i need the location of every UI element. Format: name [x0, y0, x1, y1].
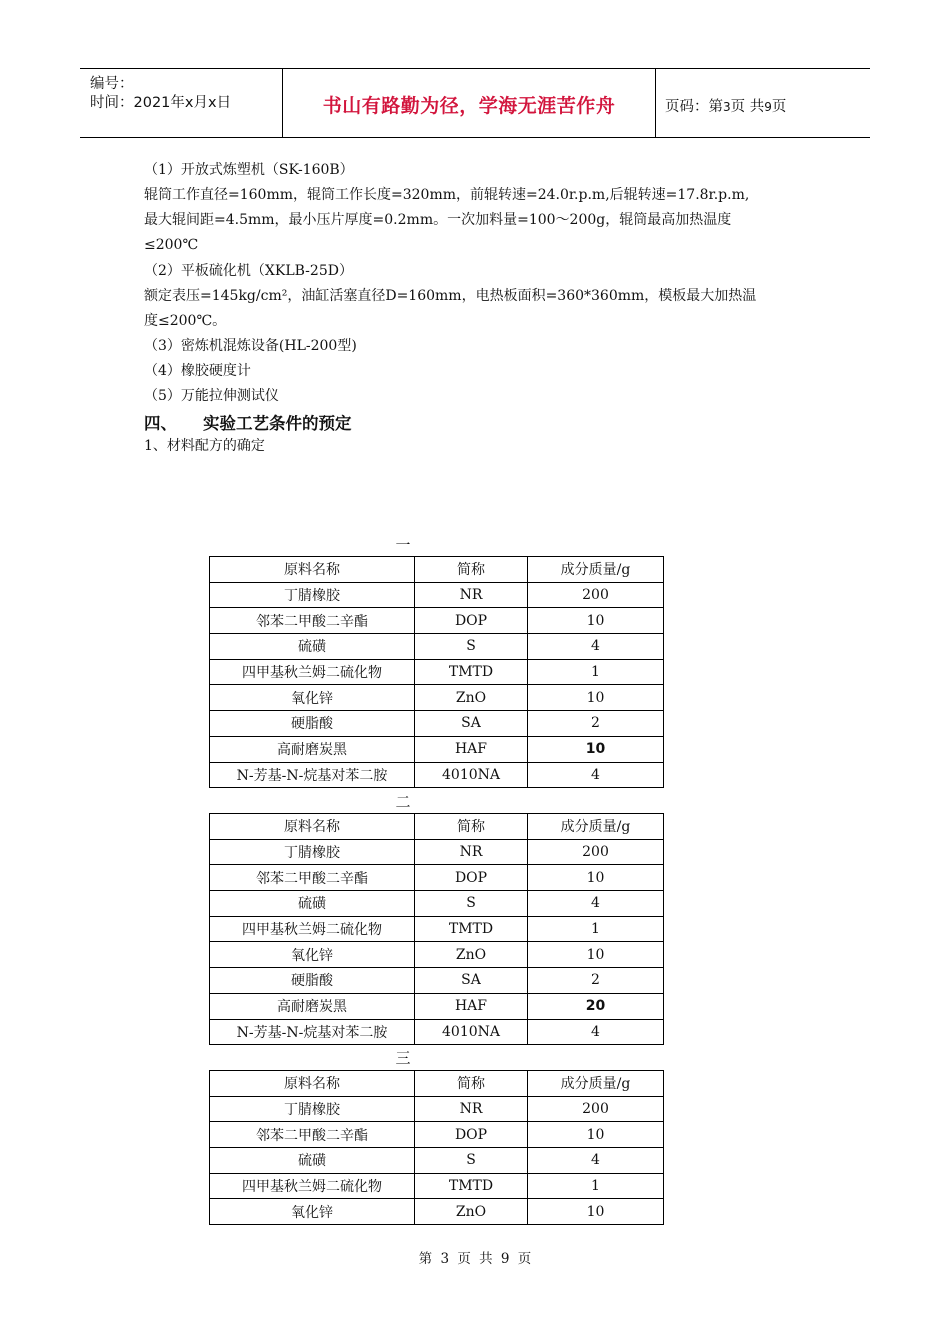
- material-mass: 10: [528, 608, 664, 634]
- material-mass: 4: [528, 891, 664, 917]
- material-mass: 10: [528, 736, 664, 762]
- equipment-spec-line: 度≤200℃。: [144, 313, 227, 329]
- header-meta: [80, 69, 282, 137]
- material-abbr: S: [415, 891, 528, 917]
- material-mass: 10: [528, 865, 664, 891]
- table-label: 二: [395, 793, 411, 811]
- table-row: [210, 942, 664, 968]
- header-motto-cell: [282, 69, 656, 137]
- material-name: 硫磺: [210, 891, 415, 917]
- section-number: 四、: [144, 414, 177, 433]
- material-abbr: HAF: [415, 736, 528, 762]
- section-title: 实验工艺条件的预定: [203, 414, 352, 433]
- equipment-spec-line: 辊筒工作直径=160mm，辊筒工作长度=320mm，前辊转速=24.0r.p.m,后辊转速=17.8r.p.m,: [144, 187, 750, 203]
- table-row: [210, 968, 664, 994]
- material-name: 高耐磨炭黑: [210, 993, 415, 1019]
- formula-table-2: [209, 813, 664, 1045]
- material-mass: 4: [528, 1019, 664, 1045]
- page-current: 3: [723, 100, 731, 114]
- material-abbr: SA: [415, 968, 528, 994]
- material-abbr: ZnO: [415, 942, 528, 968]
- material-abbr: S: [415, 634, 528, 660]
- formula-table-1: [209, 556, 664, 788]
- column-header-abbr: 简称: [415, 814, 528, 840]
- material-mass: 2: [528, 711, 664, 737]
- subsection-heading: 1、材料配方的确定: [144, 438, 265, 454]
- page-footer: 第 3 页 共 9 页: [418, 1251, 532, 1267]
- material-abbr: NR: [415, 1096, 528, 1122]
- material-abbr: NR: [415, 582, 528, 608]
- material-abbr: ZnO: [415, 685, 528, 711]
- column-header-mass: 成分质量/g: [528, 814, 664, 840]
- material-mass: 200: [528, 582, 664, 608]
- material-abbr: TMTD: [415, 659, 528, 685]
- material-name: 氧化锌: [210, 1199, 415, 1225]
- table-row: [210, 1122, 664, 1148]
- material-mass: 4: [528, 1148, 664, 1174]
- column-header-name: 原料名称: [210, 557, 415, 583]
- section-heading: [144, 410, 352, 434]
- header-page-indicator: [665, 95, 786, 116]
- material-name: 四甲基秋兰姆二硫化物: [210, 1173, 415, 1199]
- document-number-label: 编号：: [90, 76, 134, 92]
- page-prefix: 页码：第: [665, 99, 723, 115]
- table-row: [210, 916, 664, 942]
- page-header: [80, 68, 870, 138]
- material-mass: 1: [528, 916, 664, 942]
- material-name: 硬脂酸: [210, 968, 415, 994]
- table-row: [210, 1148, 664, 1174]
- material-mass: 20: [528, 993, 664, 1019]
- material-mass: 10: [528, 685, 664, 711]
- table-label: 三: [395, 1049, 411, 1067]
- material-mass: 200: [528, 839, 664, 865]
- material-name: 氧化锌: [210, 942, 415, 968]
- material-name: 四甲基秋兰姆二硫化物: [210, 659, 415, 685]
- material-name: 丁腈橡胶: [210, 839, 415, 865]
- page-mid: 页 共: [730, 99, 765, 115]
- material-mass: 4: [528, 634, 664, 660]
- material-mass: 1: [528, 1173, 664, 1199]
- document-time: 时间：2021年x月x日: [90, 95, 232, 111]
- table-row: [210, 762, 664, 788]
- equipment-item-5: （5）万能拉伸测试仪: [144, 388, 279, 404]
- equipment-item-1: （1）开放式炼塑机（SK-160B）: [144, 162, 354, 178]
- material-name: 硫磺: [210, 1148, 415, 1174]
- equipment-spec-line: ≤200℃: [144, 237, 199, 253]
- material-abbr: TMTD: [415, 1173, 528, 1199]
- table-row: [210, 993, 664, 1019]
- material-name: 硫磺: [210, 634, 415, 660]
- table-header-row: [210, 557, 664, 583]
- equipment-item-3: （3）密炼机混炼设备(HL-200型): [144, 338, 357, 354]
- material-abbr: DOP: [415, 608, 528, 634]
- equipment-item-4: （4）橡胶硬度计: [144, 363, 251, 379]
- table-row: [210, 685, 664, 711]
- material-name: 丁腈橡胶: [210, 582, 415, 608]
- column-header-abbr: 简称: [415, 1071, 528, 1097]
- table-row: [210, 1199, 664, 1225]
- material-name: 丁腈橡胶: [210, 1096, 415, 1122]
- table-row: [210, 659, 664, 685]
- material-name: 四甲基秋兰姆二硫化物: [210, 916, 415, 942]
- material-abbr: ZnO: [415, 1199, 528, 1225]
- material-abbr: DOP: [415, 1122, 528, 1148]
- material-mass: 10: [528, 1122, 664, 1148]
- page-suffix: 页: [771, 99, 787, 115]
- material-mass: 10: [528, 942, 664, 968]
- material-abbr: NR: [415, 839, 528, 865]
- table-row: [210, 865, 664, 891]
- column-header-mass: 成分质量/g: [528, 1071, 664, 1097]
- material-name: 硬脂酸: [210, 711, 415, 737]
- table-header-row: [210, 1071, 664, 1097]
- material-mass: 10: [528, 1199, 664, 1225]
- material-abbr: 4010NA: [415, 1019, 528, 1045]
- column-header-name: 原料名称: [210, 1071, 415, 1097]
- material-mass: 4: [528, 762, 664, 788]
- equipment-item-2: （2）平板硫化机（XKLB-25D）: [144, 263, 353, 279]
- equipment-spec-line: 最大辊间距=4.5mm，最小压片厚度=0.2mm。一次加料量=100～200g，辊筒最高加热温度: [144, 212, 732, 228]
- material-name: 氧化锌: [210, 685, 415, 711]
- material-abbr: DOP: [415, 865, 528, 891]
- material-mass: 2: [528, 968, 664, 994]
- column-header-name: 原料名称: [210, 814, 415, 840]
- material-name: 邻苯二甲酸二辛酯: [210, 608, 415, 634]
- material-name: 邻苯二甲酸二辛酯: [210, 865, 415, 891]
- equipment-spec-line: 额定表压=145kg/cm²，油缸活塞直径D=160mm，电热板面积=360*360mm，模板最大加热温: [144, 288, 757, 304]
- table-row: [210, 839, 664, 865]
- material-abbr: S: [415, 1148, 528, 1174]
- header-motto: 书山有路勤为径，学海无涯苦作舟: [322, 95, 616, 117]
- table-row: [210, 608, 664, 634]
- table-label: 一: [395, 536, 411, 554]
- formula-table-3: [209, 1070, 664, 1225]
- column-header-abbr: 简称: [415, 557, 528, 583]
- page-total: 9: [764, 100, 772, 114]
- material-name: N-芳基-N-烷基对苯二胺: [210, 1019, 415, 1045]
- column-header-mass: 成分质量/g: [528, 557, 664, 583]
- table-row: [210, 1096, 664, 1122]
- material-name: 高耐磨炭黑: [210, 736, 415, 762]
- table-row: [210, 736, 664, 762]
- table-row: [210, 1173, 664, 1199]
- material-abbr: 4010NA: [415, 762, 528, 788]
- header-page-cell: [655, 69, 870, 137]
- material-abbr: TMTD: [415, 916, 528, 942]
- table-header-row: [210, 814, 664, 840]
- table-row: [210, 1019, 664, 1045]
- material-mass: 200: [528, 1096, 664, 1122]
- table-row: [210, 711, 664, 737]
- material-name: N-芳基-N-烷基对苯二胺: [210, 762, 415, 788]
- material-mass: 1: [528, 659, 664, 685]
- material-name: 邻苯二甲酸二辛酯: [210, 1122, 415, 1148]
- table-row: [210, 634, 664, 660]
- material-abbr: HAF: [415, 993, 528, 1019]
- table-row: [210, 891, 664, 917]
- material-abbr: SA: [415, 711, 528, 737]
- table-row: [210, 582, 664, 608]
